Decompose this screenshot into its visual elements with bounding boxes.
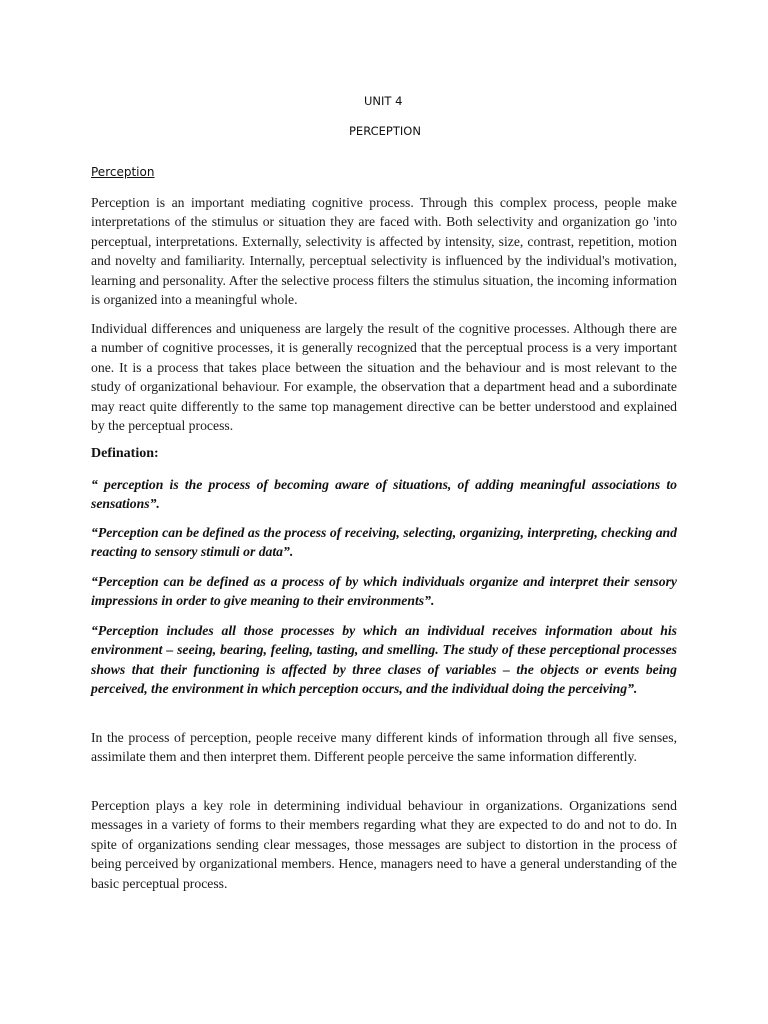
paragraph-process-of-perception: In the process of perception, people receive many different kinds of information through all five senses, assimilate them and then interpret them. Different people perceive the same information differently. <box>91 730 677 765</box>
definition-quote-1: “ perception is the process of becoming aware of situations, of adding meaningful associations to sensations”. <box>91 477 677 512</box>
definition-heading: Defination: <box>91 446 159 461</box>
paragraph-individual-differences: Individual differences and uniqueness are largely the result of the cognitive processes. Although there are a number of cognitive processes, it is generally recognized that the perceptual process is a very important one. It is a process that takes place between the situation and the behaviour and is most relevant to the study of organizational behaviour. For example, the observation that a department head and a subordinate may react quite differently to the same top management directive can be better understood and explained by the perceptual process. <box>91 321 677 434</box>
definition-quote-3: “Perception can be defined as a process of by which individuals organize and interpret their sensory impressions in order to give meaning to their environments”. <box>91 574 677 609</box>
page-title: PERCEPTION <box>349 124 421 138</box>
definition-quote-2: “Perception can be defined as the process of receiving, selecting, organizing, interpreting, checking and reacting to sensory stimuli or data”. <box>91 525 677 560</box>
paragraph-role-in-organizations: Perception plays a key role in determining individual behaviour in organizations. Organizations send messages in a variety of forms to their members regarding what they are expected to do and not to do. In spite of organizations sending clear messages, those messages are subject to distortion in the process of being perceived by organizational members. Hence, managers need to have a general understanding of the basic perceptual process. <box>91 798 677 891</box>
section-heading: Perception <box>91 165 155 179</box>
unit-label: UNIT 4 <box>364 94 403 108</box>
definition-quote-4: “Perception includes all those processes by which an individual receives information about his environment – seeing, bearing, feeling, tasting, and smelling. The study of these perceptional processes shows that their functioning is affected by three clases of variables – the objects or events being perceived, the environment in which perception occurs, and the individual doing the perceiving”. <box>91 623 677 697</box>
paragraph-intro: Perception is an important mediating cognitive process. Through this complex process, people make interpretations of the stimulus or situation they are faced with. Both selectivity and organization go 'into perceptual, interpretations. Externally, selectivity is affected by intensity, size, contrast, repetition, motion and novelty and familiarity. Internally, perceptual selectivity is influenced by the individual's motivation, learning and personality. After the selective process filters the stimulus situation, the incoming information is organized into a meaningful whole. <box>91 195 677 308</box>
